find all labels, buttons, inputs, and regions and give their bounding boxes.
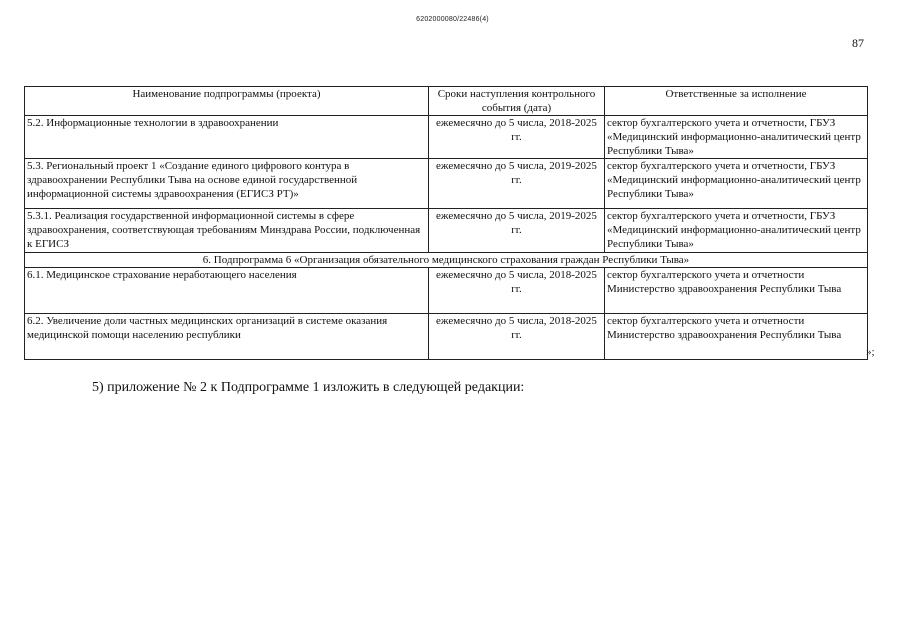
row-deadline: ежемесячно до 5 числа, 2018-2025 гг. bbox=[429, 116, 605, 159]
table-row bbox=[25, 116, 868, 159]
row-name: 6.2. Увеличение доли частных медицинских организаций в системе оказания медицинской помощи населению республики bbox=[25, 314, 429, 360]
row-responsible: сектор бухгалтерского учета и отчетности, ГБУЗ «Медицинский информационно-аналитический центр Республики Тыва» bbox=[605, 116, 868, 159]
closing-quote-mark: »; bbox=[866, 346, 875, 358]
table-row bbox=[25, 314, 868, 360]
table-row bbox=[25, 159, 868, 209]
row-responsible: сектор бухгалтерского учета и отчетности Министерство здравоохранения Республики Тыва bbox=[605, 314, 868, 360]
page-number: 87 bbox=[852, 36, 864, 50]
row-deadline: ежемесячно до 5 числа, 2018-2025 гг. bbox=[429, 268, 605, 314]
column-header-name: Наименование подпрограммы (проекта) bbox=[25, 87, 429, 116]
row-name: 5.3. Региональный проект 1 «Создание единого цифрового контура в здравоохранении Республики Тыва на основе единой государственной информационной системы здравоохранения (ЕГИСЗ РТ)» bbox=[25, 159, 429, 209]
table-row bbox=[25, 209, 868, 253]
section-row bbox=[25, 253, 868, 268]
row-name: 6.1. Медицинское страхование неработающего населения bbox=[25, 268, 429, 314]
section-heading-6: 6. Подпрограмма 6 «Организация обязательного медицинского страхования граждан Республики Тыва» bbox=[25, 253, 868, 268]
row-deadline: ежемесячно до 5 числа, 2019-2025 гг. bbox=[429, 209, 605, 253]
table-header-row bbox=[25, 87, 868, 116]
row-responsible: сектор бухгалтерского учета и отчетности Министерство здравоохранения Республики Тыва bbox=[605, 268, 868, 314]
row-responsible: сектор бухгалтерского учета и отчетности, ГБУЗ «Медицинский информационно-аналитический центр Республики Тыва» bbox=[605, 209, 868, 253]
row-name: 5.3.1. Реализация государственной информационной системы в сфере здравоохранения, соответствующая требованиям Минздрава России, подключенная к ЕГИСЗ bbox=[25, 209, 429, 253]
control-events-table bbox=[24, 86, 868, 360]
amendment-paragraph: 5) приложение № 2 к Подпрограмме 1 изложить в следующей редакции: bbox=[92, 380, 525, 395]
row-responsible: сектор бухгалтерского учета и отчетности, ГБУЗ «Медицинский информационно-аналитический центр Республики Тыва» bbox=[605, 159, 868, 209]
column-header-responsible: Ответственные за исполнение bbox=[605, 87, 868, 116]
column-header-deadline: Сроки наступления контрольного события (дата) bbox=[429, 87, 605, 116]
row-name: 5.2. Информационные технологии в здравоохранении bbox=[25, 116, 429, 159]
row-deadline: ежемесячно до 5 числа, 2018-2025 гг. bbox=[429, 314, 605, 360]
document-code: 6202000080/22486(4) bbox=[416, 16, 489, 23]
row-deadline: ежемесячно до 5 числа, 2019-2025 гг. bbox=[429, 159, 605, 209]
table-row bbox=[25, 268, 868, 314]
